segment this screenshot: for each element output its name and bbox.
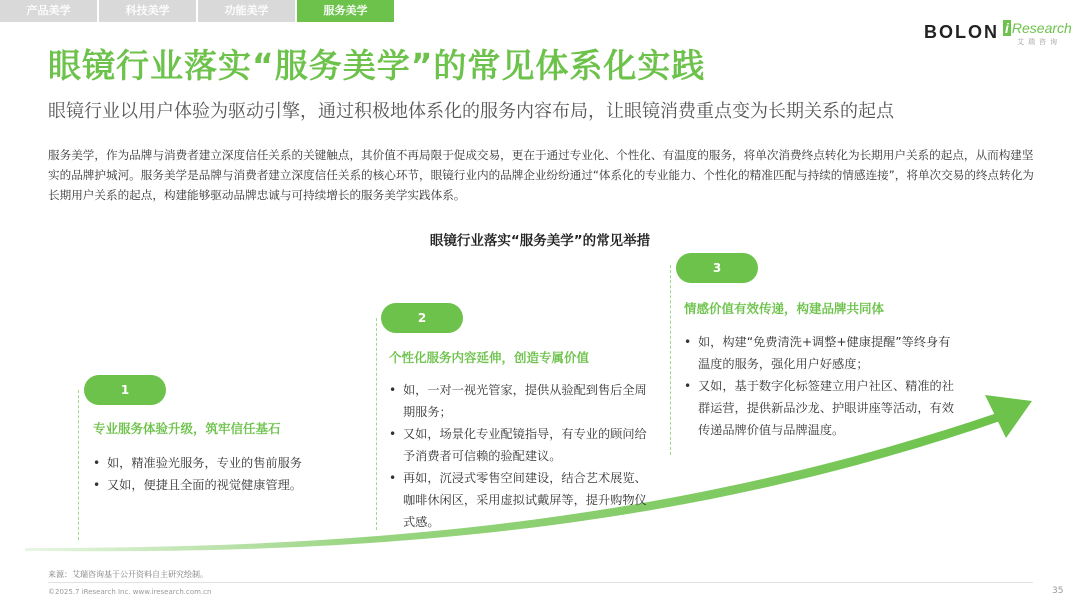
tab-function-aesthetics[interactable]: 功能美学 (198, 0, 295, 22)
step-2-bullets (389, 379, 651, 533)
bullet-dot: • (684, 335, 692, 349)
tab-tech-aesthetics[interactable]: 科技美学 (99, 0, 196, 22)
description-paragraph: 服务美学，作为品牌与消费者建立深度信任关系的关键触点，其价值不再局限于促成交易，更在于通过专业化、个性化、有温度的服务，将单次消费终点转化为长期用户关系的起点，从而构建坚实的品牌护城河。服务美学是品牌与消费者建立深度信任关系的核心环节，眼镜行业内的品牌企业纷纷通过“体系化的专业能力、个性化的精准匹配与持续的情感连接”，将单次交易的终点转化为长期用户关系的起点，构建能够驱动品牌忠诚与可持续增长的服务美学实践体系。 (48, 148, 1034, 202)
footer-divider (48, 582, 1033, 583)
bolon-logo: BOLON (924, 22, 999, 42)
step-3-title: 情感价值有效传递，构建品牌共同体 (684, 301, 885, 316)
page-subtitle: 眼镜行业以用户体验为驱动引擎，通过积极地体系化的服务内容布局，让眼镜消费重点变为长期关系的起点 (48, 101, 894, 122)
bullet-text: 又如，基于数字化标签建立用户社区、精准的社群运营，提供新品沙龙、护眼讲座等活动，有效传递品牌价值与品牌温度。 (698, 379, 954, 437)
bullet-dot: • (389, 471, 397, 485)
page-title: 眼镜行业落实“服务美学”的常见体系化实践 (48, 46, 706, 85)
list-item (684, 375, 954, 441)
bullet-dot: • (389, 427, 397, 441)
step-1-bullets (93, 452, 353, 496)
step-1-title: 专业服务体验升级，筑牢信任基石 (93, 421, 281, 436)
list-item (93, 474, 353, 496)
bullet-text: 如，一对一视光管家，提供从验配到售后全周期服务； (403, 383, 647, 419)
tab-product-aesthetics[interactable]: 产品美学 (0, 0, 97, 22)
tab-service-aesthetics[interactable]: 服务美学 (297, 0, 394, 22)
bullet-text: 如，构建“免费清洗+调整+健康提醒”等终身有温度的服务，强化用户好感度； (698, 335, 951, 371)
bullet-text: 再如，沉浸式零售空间建设，结合艺术展览、咖啡休闲区，采用虚拟试戴屏等，提升购物仪式感。 (403, 471, 647, 529)
step-1-badge: 1 (84, 375, 166, 405)
bullet-dot: • (684, 379, 692, 393)
bullet-dot: • (93, 478, 101, 492)
step-3-connector (670, 265, 671, 455)
list-item (389, 423, 651, 467)
iresearch-logo-text: Research (1011, 20, 1072, 36)
list-item (93, 452, 353, 474)
bullet-dot: • (389, 383, 397, 397)
bullet-text: 又如，场景化专业配镜指导，有专业的顾问给予消费者可信赖的验配建议。 (403, 427, 647, 463)
step-3-badge: 3 (676, 253, 758, 283)
section-title: 眼镜行业落实“服务美学”的常见举措 (429, 233, 651, 249)
step-1-connector (78, 390, 79, 540)
list-item (684, 331, 954, 375)
step-2-connector (376, 318, 377, 530)
step-2-title: 个性化服务内容延伸，创造专属价值 (389, 350, 590, 365)
iresearch-logo-i: i (1005, 20, 1009, 36)
page-number: 35 (1052, 586, 1064, 596)
bullet-text: 又如，便捷且全面的视觉健康管理。 (107, 478, 302, 492)
step-2-badge: 2 (381, 303, 463, 333)
step-3-bullets (684, 331, 954, 441)
bullet-dot: • (93, 456, 101, 470)
iresearch-logo-sub: 艾瑞咨询 (1017, 38, 1061, 46)
bullet-text: 如，精准验光服务，专业的售前服务 (107, 456, 302, 470)
list-item (389, 467, 651, 533)
source-note: 来源：艾瑞咨询基于公开资料自主研究绘制。 (48, 570, 208, 579)
copyright-text: ©2025.7 iResearch Inc. www.iresearch.com.cn (48, 588, 212, 596)
list-item (389, 379, 651, 423)
